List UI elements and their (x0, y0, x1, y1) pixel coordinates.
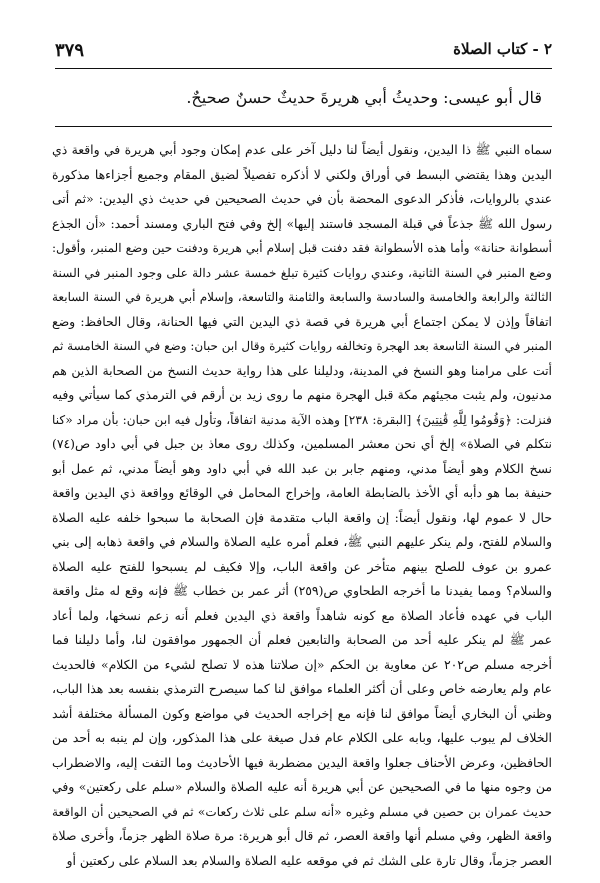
commentary-line: حديث عمران بن حصين في مسلم وغيره «أنه سلم على ثلاث ركعات» ثم في الصحيحين أن الواقعة (52, 804, 552, 819)
commentary-line: حنيفة بما هو دأبه أي الأخذ بالضابطة العامة، وإخراج المحامل في الوقائع وواقعة ذي اليدين واقعة (52, 485, 552, 500)
commentary-line: وظني أن البخاري أيضاً موافق لنا فإنه مع إخراجه الحديث في مواضع وكون المسألة مختلفة أشد (52, 705, 552, 721)
commentary-line: الخلاف لم يبوب عليها، وبابه على الكلام عام فدل صيغة على هذا المذكور، وإن لم ينبه به أحد من (52, 730, 552, 745)
commentary-line: واقعة الظهر، وفي مسلم أنها واقعة العصر، ثم قال أبو هريرة: مرة صلاة الظهر جزماً، وأخرى صلاة (52, 828, 552, 843)
commentary-line: أخرجه مسلم ص٢٠٢ عن معاوية بن الحكم «إن صلاتنا هذه لا تصلح لشيء من الكلام» فالحديث (52, 656, 552, 672)
commentary-separator (55, 126, 552, 127)
commentary-line: عندي بالروايات، فأذكر الدعوى المحضة بأن في حديث الصحيحين في حديث ذي اليدين: «ثم أتى (52, 191, 552, 206)
commentary-line: سماه النبي ﷺ ذا اليدين، ونقول أيضاً لنا دليل آخر على عدم إمكان وجود أبي هريرة في واقعة ذي (52, 142, 552, 157)
page-header (55, 38, 552, 68)
commentary-line: المنبر في السنة التاسعة بعد الهجرة وتخالفه روايات كثيرة وقال ابن حبان: وضع في السنة الخامسة ثم (52, 339, 552, 353)
commentary-body (52, 138, 552, 873)
commentary-line: والسلام؟ ومما يفيدنا ما أخرجه الطحاوي ص(٢٥٩) أثر عمر بن خطاب ﷺ فإنه وقع له مثل واقعة (52, 583, 552, 598)
page-number: ٣٧٩ (55, 40, 85, 61)
commentary-line: عمر ﷺ لم ينكر عليه أحد من الصحابة والتابعين فعلم أن الجمهور موافقون لنا، وأما دليلنا فما (52, 632, 552, 647)
commentary-line: العصر جزماً، وقال تارة على الشك ثم في موقعه عليه الصلاة والسلام بعد السلام على ركعتين أو (66, 852, 552, 868)
commentary-line: الحافظين، وعرض الأحناف جعلوا واقعة اليدين مضطربة فيها الأحاديث وما التفت إليه، والاضطراب (52, 754, 552, 770)
commentary-line: الثالثة والرابعة والخامسة والسادسة والسابعة والثامنة والتاسعة، وإسلام أبي هريرة في السنة السابعة (52, 290, 552, 304)
commentary-line: نتكلم في الصلاة» إلخ أي نحن معشر المسلمين، وكذلك روى معاذ بن جبل في أبي داود ص(٧٤) (52, 436, 552, 451)
commentary-line: نسخ الكلام وهو أيضاً مدني، ومنهم جابر بن عبد الله في أبي داود وهو أيضاً مدني، ثم عمل أبو (52, 460, 552, 476)
commentary-line: حال لا عموم لها، ونقول أيضاً: إن واقعة الباب متقدمة فإن الصحابة ما سبحوا خلفه عليه الصلاة (52, 509, 552, 525)
commentary-line: رسول الله ﷺ جذعاً في قبلة المسجد فاستند إليها» إلخ وفي فتح الباري ومسند أحمد: «أن الجذع (52, 215, 552, 231)
commentary-line: اليدين وهذا يقتضي البسط في أوراق ولكني لا أذكره تفصيلاً لضيق المقام وجميع أجزاءها مذكورة (52, 166, 552, 182)
running-title: ٢ - كتاب الصلاة (453, 40, 552, 58)
commentary-line: من وجوه منها ما في الصحيحين عن أبي هريرة أنه عليه الصلاة والسلام «سلم على ركعتين» وفي (52, 779, 552, 794)
commentary-line: أسطوانة حنانة» وأما هذه الأسطوانة فقد دفنت قبل إسلام أبي هريرة ودفنت حين وضع المنبر، وأقول: (52, 241, 552, 255)
commentary-line: عمرو بن عوف للصلح بينهم متأخر عن واقعة الباب، وإلا فكيف لم يسبحوا للفتح عليه الصلاة (52, 558, 552, 574)
commentary-line: أتت على مرامنا وهو النسخ في المدينة، ودليلنا على هذا رواية حديث النسخ من الصحابة الذين هم (52, 362, 552, 378)
header-rule (55, 68, 552, 69)
commentary-line: فنزلت: ﴿وَقُومُوا لِلَّهِ قَٰنِتِينَ﴾ [البقرة: ٢٣٨] وهذه الآية مدنية اتفاقاً، وتأول فيه ابن حبان: بأن مراد «كنا (52, 412, 552, 427)
commentary-line: مدنيون، ولم يثبت مجيئهم مكة قبل الهجرة منهم ما روى زيد بن أرقم في الترمذي كما سيأتي وفيه (52, 387, 552, 402)
commentary-line: الباب في عهده فأعاد الصلاة مع كونه شاهداً واقعة ذي اليدين فعلم أنه زعم نسخها، ولما أعاد (52, 607, 552, 623)
commentary-line: اتفاقاً وإذن لا يمكن اجتماع أبي هريرة في قصة ذي اليدين التي فيها الحنانة، وقال الحافظ: وضع (52, 313, 552, 329)
commentary-line: وضع المنبر في السنة الثانية، وعندي روايات كثيرة تبلغ خمسة عشر دالة على وجود المنبر في السنة (52, 265, 552, 280)
commentary-line: والسلام للفتح، ولم ينكر عليهم النبي ﷺ، فعلم أمره عليه الصلاة والسلام في واقعة ذهابه إلى بني (52, 534, 552, 549)
commentary-line: عام ولم يعارضه خاص وعلى أن أكثر العلماء موافق لنا كما سيصرح الترمذي بنفسه بعد هذا الباب، (52, 681, 552, 696)
hadith-text: قال أبو عيسى: وحديثُ أبي هريرةَ حديثٌ حسنٌ صحيحٌ. (186, 88, 542, 107)
